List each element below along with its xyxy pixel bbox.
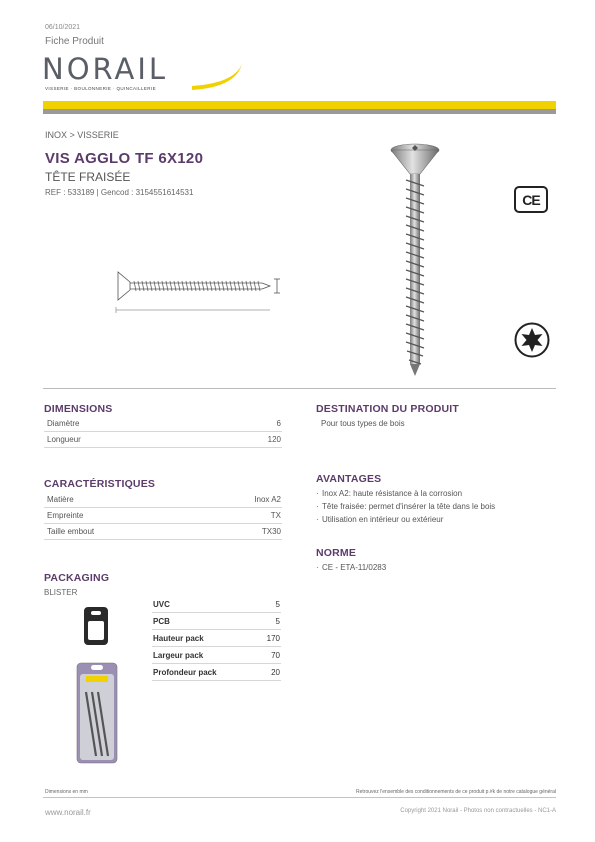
row-label: Longueur — [47, 435, 81, 444]
row-value: TX — [270, 511, 281, 520]
copyright-text: Copyright 2021 Norail - Photos non contractuelles - NC1-A — [400, 808, 556, 814]
product-reference: REF : 533189 | Gencod : 3154551614531 — [45, 188, 194, 197]
dimensions-table — [44, 416, 282, 448]
brand-logo: NORAIL — [42, 52, 169, 86]
row-value: 6 — [276, 419, 281, 428]
table-row — [152, 596, 281, 613]
breadcrumb: INOX > VISSERIE — [45, 130, 119, 140]
row-value: 120 — [267, 435, 281, 444]
list-item: · CE - ETA-11/0283 — [316, 563, 386, 576]
footer-divider — [43, 797, 556, 798]
row-value: 70 — [271, 650, 280, 660]
catalog-note: Retrouvez l'ensemble des conditionnements de ce produit p.#k de notre catalogue général — [356, 789, 556, 795]
destination-text: Pour tous types de bois — [321, 419, 405, 428]
norme-title: NORME — [316, 547, 357, 559]
avantages-list — [316, 489, 495, 528]
table-row — [44, 524, 282, 540]
row-label: PCB — [153, 616, 170, 626]
row-label: Profondeur pack — [153, 667, 217, 677]
blister-product-image — [76, 662, 118, 764]
caracteristiques-title: CARACTÉRISTIQUES — [44, 478, 156, 490]
website-link[interactable]: www.norail.fr — [45, 808, 91, 817]
row-value: TX30 — [261, 527, 281, 536]
avantages-title: AVANTAGES — [316, 473, 382, 485]
list-item: · Tête fraisée: permet d'insérer la tête dans le bois — [316, 502, 495, 515]
dimensions-note: Dimensions en mm — [45, 789, 88, 795]
list-item: · Utilisation en intérieur ou extérieur — [316, 515, 495, 528]
row-label: UVC — [153, 599, 170, 609]
document-date: 06/10/2021 — [45, 24, 81, 31]
header-band-grey — [43, 109, 556, 114]
caracteristiques-table — [44, 492, 282, 540]
dimensions-title: DIMENSIONS — [44, 403, 113, 415]
packaging-type: BLISTER — [44, 588, 78, 597]
table-row — [152, 613, 281, 630]
row-value: Inox A2 — [254, 495, 281, 504]
destination-title: DESTINATION DU PRODUIT — [316, 403, 460, 415]
table-row — [152, 664, 281, 681]
section-divider — [43, 388, 556, 389]
document-type: Fiche Produit — [45, 36, 104, 47]
row-label: Diamètre — [47, 419, 80, 428]
product-title: VIS AGGLO TF 6X120 — [45, 150, 204, 167]
table-row — [44, 508, 282, 524]
table-row — [44, 416, 282, 432]
row-value: 20 — [271, 667, 280, 677]
brand-tagline: VISSERIE · BOULONNERIE · QUINCAILLERIE — [45, 86, 156, 91]
blister-icon — [83, 606, 109, 646]
screw-product-image — [384, 140, 446, 378]
table-row — [44, 432, 282, 448]
row-label: Hauteur pack — [153, 633, 204, 643]
row-label: Matière — [47, 495, 74, 504]
packaging-title: PACKAGING — [44, 572, 110, 584]
row-label: Largeur pack — [153, 650, 204, 660]
table-row — [44, 492, 282, 508]
norme-list — [316, 563, 386, 576]
row-value: 170 — [266, 633, 280, 643]
packaging-table — [152, 596, 281, 681]
product-subtitle: TÊTE FRAISÉE — [45, 170, 131, 184]
row-label: Empreinte — [47, 511, 84, 520]
table-row — [152, 647, 281, 664]
list-item: · Inox A2: haute résistance à la corrosion — [316, 489, 495, 502]
table-row — [152, 630, 281, 647]
row-value: 5 — [275, 599, 280, 609]
row-label: Taille embout — [47, 527, 95, 536]
header-band-yellow — [43, 101, 556, 109]
row-value: 5 — [275, 616, 280, 626]
screw-technical-drawing — [112, 266, 284, 316]
ce-mark-badge: CE — [514, 186, 548, 213]
torx-star-icon — [514, 322, 550, 358]
